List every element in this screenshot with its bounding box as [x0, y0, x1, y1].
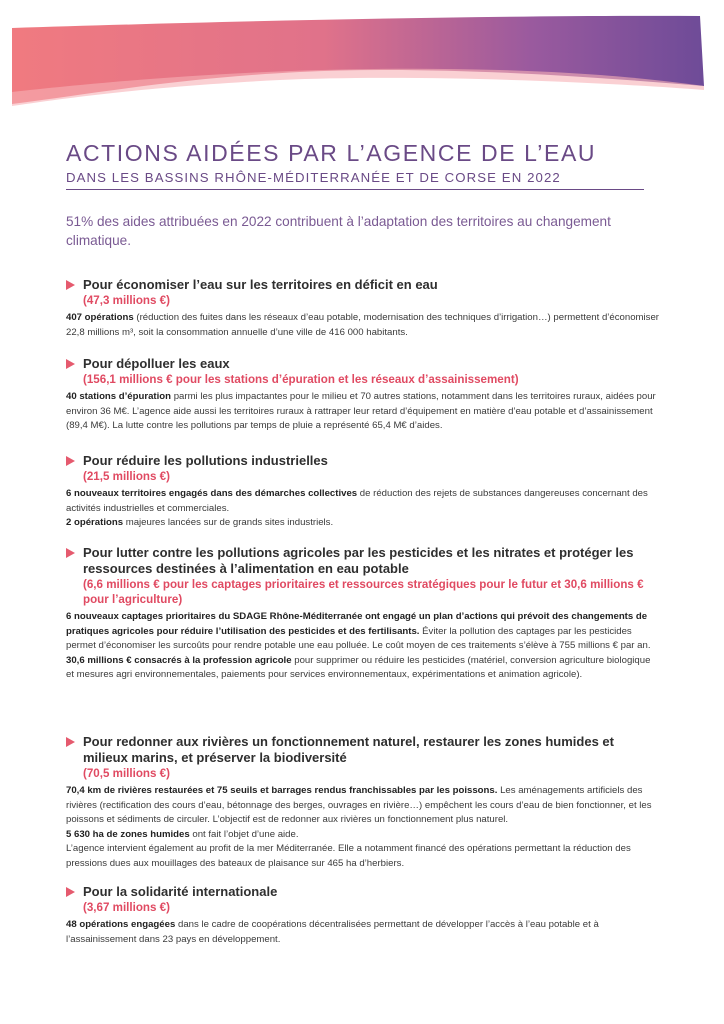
title-block [66, 140, 656, 190]
section-body [66, 487, 660, 531]
title-divider [66, 189, 644, 190]
paragraph: 40 stations d’épuration parmi les plus impactantes pour le milieu et 70 autres stations, notamment dans les territoires ruraux, aidées pour environ 36 M€. L’agence aide aussi les territoires ruraux à rattraper leur retard d’équipement en matière d’eau potable et d’assainissement (89,4 M€). La lutte contre les pollutions par temps de pluie a représenté 65,4 M€ d’aides. [66, 391, 656, 432]
triangle-bullet-icon [66, 737, 75, 747]
section-depolluer-eaux [66, 356, 660, 434]
triangle-bullet-icon [66, 359, 75, 369]
section-body [66, 311, 660, 340]
paragraph: 6 nouveaux captages prioritaires du SDAGE Rhône-Méditerranée ont engagé un plan d’actions qui prévoit des changements de pratiques agricoles pour réduire l’utilisation des pesticides et des fertilisants. Éviter la pollution des captages par les pesticides permet d’économiser les surcoûts pour rendre potable une eau polluée. Le coût moyen de ces traitements s’élève à 755 millions € par an. [66, 611, 651, 652]
paragraph: 407 opérations (réduction des fuites dans les réseaux d’eau potable, modernisation des techniques d’irrigation…) permettent d’économiser 22,8 millions m³, soit la consommation annuelle d’une ville de 416 000 habitants. [66, 312, 660, 338]
paragraph: 6 nouveaux territoires engagés dans des démarches collectives de réduction des rejets de substances dangereuses concernant des activités industrielles et commerciales. [66, 488, 648, 514]
section-heading: Pour la solidarité internationale [66, 884, 660, 900]
section-heading: Pour réduire les pollutions industrielles [66, 453, 660, 469]
triangle-bullet-icon [66, 456, 75, 466]
paragraph: 30,6 millions € consacrés à la profession agricole pour supprimer ou réduire les pesticides (matériel, conversion agriculture biologique et mesures agri environnementales, paiements pour services environnementaux, expérimentations et animation agricole). [66, 654, 651, 681]
page-subtitle: DANS LES BASSINS RHÔNE-MÉDITERRANÉE ET DE CORSE EN 2022 [66, 170, 561, 185]
triangle-bullet-icon [66, 887, 75, 897]
page-title: ACTIONS AIDÉES PAR L’AGENCE DE L’EAU [66, 140, 597, 166]
header-decorative-band [0, 0, 724, 110]
section-amount: (3,67 millions €) [83, 901, 170, 914]
paragraph: 5 630 ha de zones humides ont fait l’objet d’une aide. [66, 828, 299, 840]
section-amount: (70,5 millions €) [83, 767, 170, 780]
section-body [66, 390, 660, 434]
paragraph: L’agence intervient également au profit de la mer Méditerranée. Elle a notamment financé des opérations permettant la réduction des pressions dues aux mouillages des bateaux de plaisance sur 465 ha d’herbiers. [66, 843, 631, 869]
section-body [66, 610, 660, 683]
triangle-bullet-icon [66, 548, 75, 558]
section-amount: (21,5 millions €) [83, 470, 170, 483]
section-amount: (156,1 millions € pour les stations d’épuration et les réseaux d’assainissement) [83, 373, 519, 386]
paragraph: 48 opérations engagées dans le cadre de coopérations décentralisées permettant de développer l’accès à l’eau potable et à l’assainissement dans 23 pays en développement. [66, 919, 599, 945]
triangle-bullet-icon [66, 280, 75, 290]
section-heading: Pour économiser l’eau sur les territoires en déficit en eau [66, 277, 660, 293]
section-pollutions-industrielles [66, 453, 660, 531]
section-pollutions-agricoles [66, 545, 660, 683]
section-rivieres-biodiversite [66, 734, 660, 872]
section-amount: (6,6 millions € pour les captages prioritaires et ressources stratégiques pour le futur et 30,6 millions € pour l’agriculture) [83, 578, 644, 606]
intro-text: 51% des aides attribuées en 2022 contribuent à l’adaptation des territoires au changement climatique. [66, 214, 611, 248]
section-heading: Pour redonner aux rivières un fonctionnement naturel, restaurer les zones humides et milieux marins, et préserver la biodiversité [66, 734, 660, 766]
section-body [66, 918, 660, 947]
paragraph: 70,4 km de rivières restaurées et 75 seuils et barrages rendus franchissables par les poissons. Les aménagements artificiels des rivières (rectification des cours d’eau, bétonnage des berges, ouvrages en rivière…) empêchent les cours d’eau de bien fonctionner, et les poissons et sédiments de circuler. L’objectif est de redonner aux rivières un fonctionnement plus naturel. [66, 785, 652, 826]
section-body [66, 784, 660, 872]
section-heading: Pour dépolluer les eaux [66, 356, 660, 372]
section-heading: Pour lutter contre les pollutions agricoles par les pesticides et les nitrates et protéger les ressources destinées à l’alimentation en eau potable [66, 545, 660, 577]
section-amount: (47,3 millions €) [83, 294, 170, 307]
section-economiser-eau [66, 277, 660, 340]
section-solidarite-internationale [66, 884, 660, 947]
paragraph: 2 opérations majeures lancées sur de grands sites industriels. [66, 517, 334, 529]
